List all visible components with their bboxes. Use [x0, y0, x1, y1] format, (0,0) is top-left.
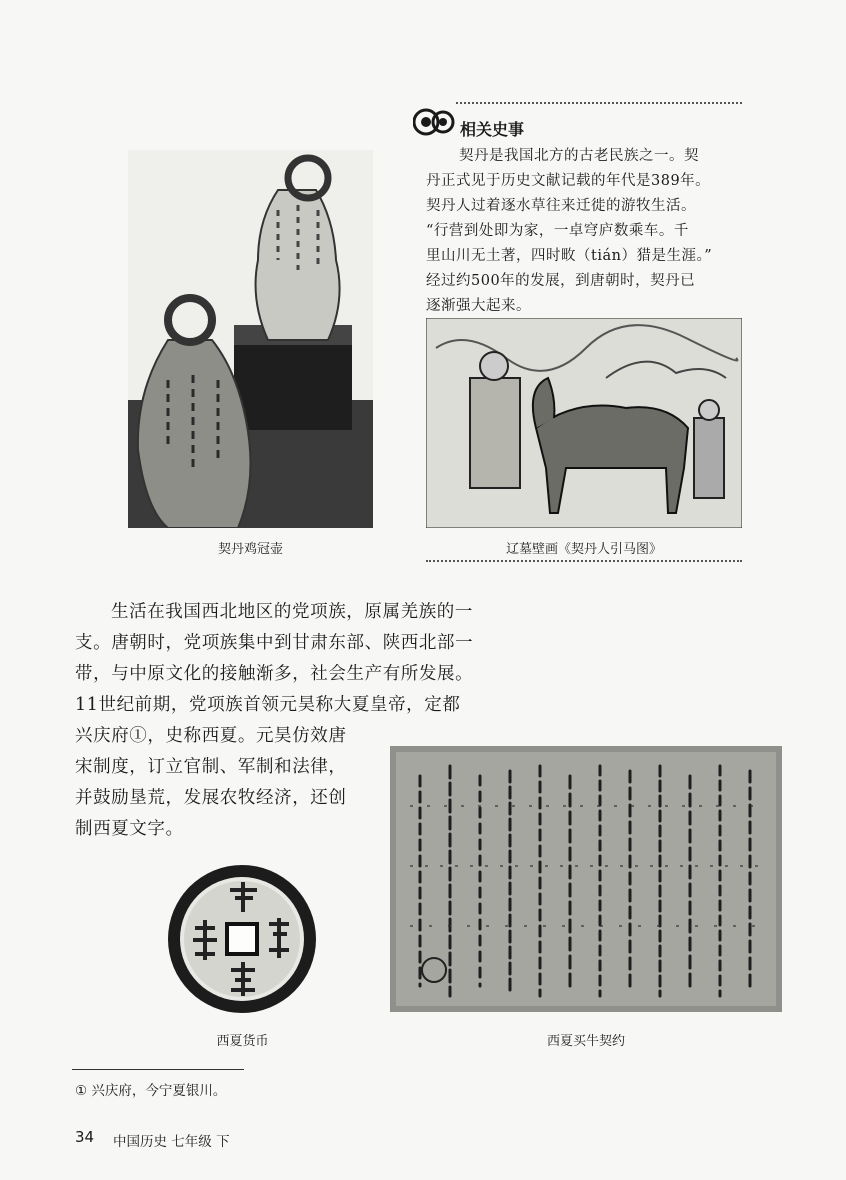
western-xia-coin-image	[165, 862, 320, 1017]
sidebar-line: “行营到处即为家，一卓穹庐数乘车。千	[426, 223, 689, 239]
main-line: 宋制度，订立官制、军制和法律，	[75, 757, 347, 777]
sidebar-title: 相关史事	[460, 120, 525, 139]
page-number: 34	[75, 1128, 95, 1146]
footnote-text: ① 兴庆府，今宁夏银川。	[75, 1083, 227, 1099]
sidebar-top-rule	[456, 102, 742, 104]
main-line: 制西夏文字。	[75, 819, 184, 839]
main-line: 11世纪前期，党项族首领元昊称大夏皇帝，定都	[75, 695, 461, 715]
footnote-rule	[72, 1069, 244, 1070]
khitan-mural-image	[426, 318, 742, 528]
book-title: 中国历史 七年级 下	[113, 1134, 230, 1150]
main-line: 带，与中原文化的接触渐多，社会生产有所发展。	[75, 664, 474, 684]
sidebar-line: 丹正式见于历史文献记载的年代是389年。	[426, 173, 711, 189]
main-line: 兴庆府①，史称西夏。元昊仿效唐	[75, 726, 347, 746]
sidebar-text	[426, 144, 746, 319]
western-xia-contract-image	[390, 746, 782, 1012]
khitan-pot-photo	[128, 150, 373, 528]
khitan-pot-illustration	[128, 150, 373, 528]
khitan-pot-caption: 契丹鸡冠壶	[217, 542, 283, 557]
western-xia-coin-caption: 西夏货币	[216, 1034, 269, 1049]
khitan-mural-caption: 辽墓壁画《契丹人引马图》	[505, 542, 662, 557]
main-line: 生活在我国西北地区的党项族，原属羌族的一	[111, 602, 473, 622]
sidebar-line: 逐渐强大起来。	[426, 298, 531, 314]
sidebar-icon	[413, 105, 455, 139]
main-line: 并鼓励垦荒，发展农牧经济，还创	[75, 788, 347, 808]
sidebar-line: 经过约500年的发展，到唐朝时，契丹已	[426, 273, 696, 289]
sidebar-line: 里山川无土著，四时畋（tián）猎是生涯。”	[426, 248, 713, 264]
sidebar-line: 契丹是我国北方的古老民族之一。契	[459, 148, 699, 164]
western-xia-contract-caption: 西夏买牛契约	[546, 1034, 625, 1049]
main-line: 支。唐朝时，党项族集中到甘肃东部、陕西北部一	[75, 633, 474, 653]
sidebar-bottom-rule	[426, 560, 742, 562]
sidebar-line: 契丹人过着逐水草往来迁徙的游牧生活。	[426, 198, 696, 214]
